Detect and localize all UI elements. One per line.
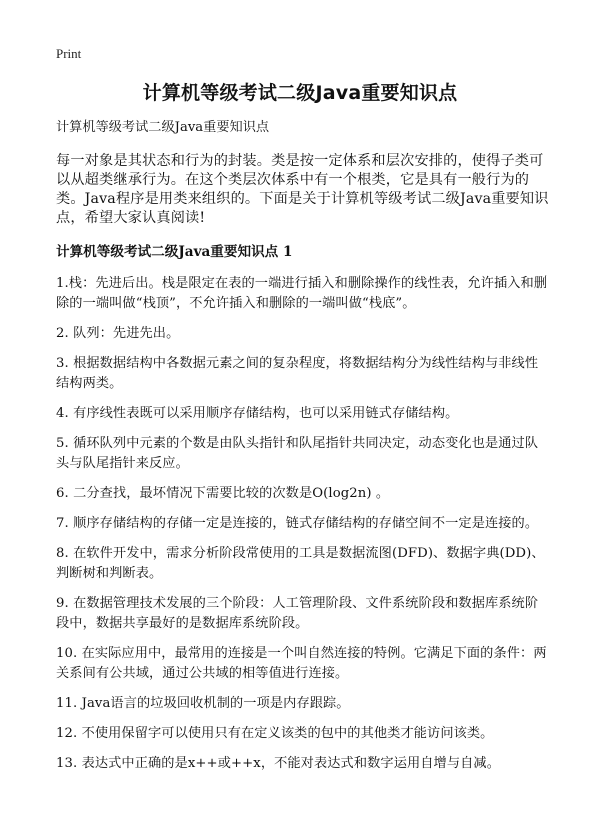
section-heading: 计算机等级考试二级Java重要知识点 1 xyxy=(56,244,293,260)
list-item: 7. 顺序存储结构的存储一定是连接的，链式存储结构的存储空间不一定是连接的。 xyxy=(56,516,539,531)
document-subtitle: 计算机等级考试二级Java重要知识点 xyxy=(56,120,270,135)
list-item: 8. 在软件开发中，需求分析阶段常使用的工具是数据流图(DFD)、数据字典(DD)、判断树和判断表。 xyxy=(56,546,545,581)
list-item: 1.栈：先进后出。栈是限定在表的一端进行插入和删除操作的线性表，允许插入和删除的一端叫做“栈顶”，不允许插入和删除的一端叫做“栈底”。 xyxy=(56,276,548,311)
list-item: 13. 表达式中正确的是x++或++x，不能对表达式和数字运用自增与自减。 xyxy=(56,756,500,771)
list-item: 3. 根据数据结构中各数据元素之间的复杂程度，将数据结构分为线性结构与非线性结构两类。 xyxy=(56,356,539,391)
document-title: 计算机等级考试二级Java重要知识点 xyxy=(142,82,458,104)
print-link[interactable]: Print xyxy=(56,46,82,61)
list-item: 4. 有序线性表既可以采用顺序存储结构，也可以采用链式存储结构。 xyxy=(56,406,459,421)
list-item: 9. 在数据管理技术发展的三个阶段：人工管理阶段、文件系统阶段和数据库系统阶段中，数据共享最好的是数据库系统阶段。 xyxy=(56,596,539,631)
list-item: 5. 循环队列中元素的个数是由队头指针和队尾指针共同决定，动态变化也是通过队头与队尾指针来反应。 xyxy=(56,436,539,471)
list-item: 6. 二分查找，最坏情况下需要比较的次数是O(log2n) 。 xyxy=(56,486,390,501)
list-item: 10. 在实际应用中，最常用的连接是一个叫自然连接的特例。它满足下面的条件：两关系间有公共域，通过公共域的相等值进行连接。 xyxy=(56,646,547,681)
document-body xyxy=(56,118,551,784)
list-item: 11. Java语言的垃圾回收机制的一项是内存跟踪。 xyxy=(56,696,350,711)
intro-paragraph: 每一对象是其状态和行为的封装。类是按一定体系和层次安排的，使得子类可以从超类继承行为。在这个类层次体系中有一个根类，它是具有一般行为的类。Java程序是用类来组织的。下面是关于计算机等级考试二级Java重要知识点，希望大家认真阅读! xyxy=(56,153,549,226)
list-item: 12. 不使用保留字可以使用只有在定义该类的包中的其他类才能访问该类。 xyxy=(56,726,494,741)
list-item: 2. 队列：先进先出。 xyxy=(56,326,180,341)
